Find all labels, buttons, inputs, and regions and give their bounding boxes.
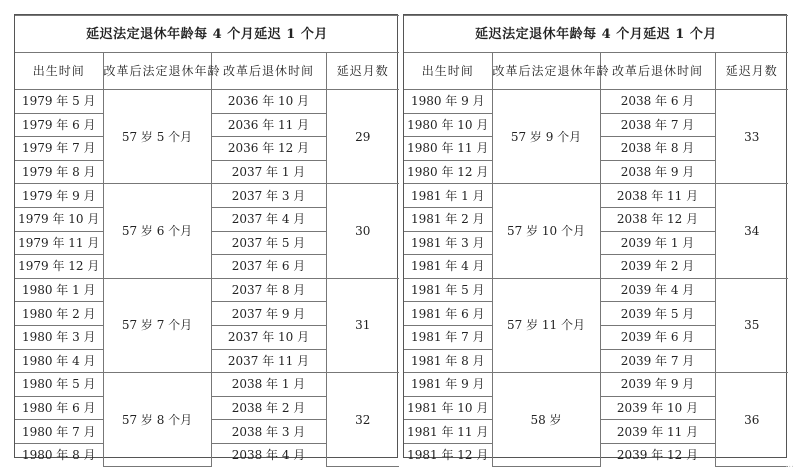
birth-date-cell: 1981 年 6 月	[404, 302, 492, 326]
retirement-time-cell: 2037 年 5 月	[211, 231, 326, 255]
table-row	[404, 278, 788, 302]
birth-date-cell: 1981 年 7 月	[404, 325, 492, 349]
birth-date-cell: 1979 年 9 月	[15, 184, 103, 208]
retirement-time-cell: 2039 年 10 月	[600, 396, 715, 420]
birth-date-cell: 1979 年 10 月	[15, 207, 103, 231]
retirement-time-cell: 2038 年 4 月	[211, 443, 326, 466]
retirement-age-cell: 57 岁 11 个月	[492, 278, 600, 372]
delay-months-cell: 32	[326, 373, 399, 467]
header-delay-months: 延迟月数	[326, 53, 399, 90]
birth-date-cell: 1981 年 11 月	[404, 420, 492, 444]
retirement-age-cell: 57 岁 5 个月	[103, 90, 211, 184]
birth-date-cell: 1979 年 8 月	[15, 160, 103, 184]
retirement-time-cell: 2039 年 12 月	[600, 443, 715, 466]
birth-date-cell: 1979 年 7 月	[15, 137, 103, 161]
birth-date-cell: 1981 年 10 月	[404, 396, 492, 420]
delay-months-cell: 33	[715, 90, 788, 184]
retirement-time-cell: 2038 年 1 月	[211, 373, 326, 397]
table-row	[404, 373, 788, 397]
birth-date-cell: 1979 年 6 月	[15, 113, 103, 137]
delay-months-cell: 29	[326, 90, 399, 184]
tables-container	[14, 14, 787, 463]
retirement-time-cell: 2036 年 11 月	[211, 113, 326, 137]
retirement-time-cell: 2037 年 1 月	[211, 160, 326, 184]
birth-date-cell: 1981 年 4 月	[404, 255, 492, 279]
header-new-retirement-age: 改革后法定退休年龄	[492, 53, 600, 90]
header-new-retirement-time: 改革后退休时间	[600, 53, 715, 90]
birth-date-cell: 1980 年 3 月	[15, 325, 103, 349]
retirement-time-cell: 2038 年 7 月	[600, 113, 715, 137]
birth-date-cell: 1980 年 1 月	[15, 278, 103, 302]
retirement-time-cell: 2038 年 8 月	[600, 137, 715, 161]
retirement-time-cell: 2038 年 11 月	[600, 184, 715, 208]
header-birth-date: 出生时间	[15, 53, 103, 90]
retirement-time-cell: 2039 年 9 月	[600, 373, 715, 397]
retirement-time-cell: 2037 年 10 月	[211, 325, 326, 349]
birth-date-cell: 1979 年 5 月	[15, 90, 103, 114]
birth-date-cell: 1979 年 12 月	[15, 255, 103, 279]
table-row	[404, 184, 788, 208]
table-title: 延迟法定退休年龄每 4 个月延迟 1 个月	[404, 16, 788, 53]
birth-date-cell: 1980 年 6 月	[15, 396, 103, 420]
retirement-age-cell: 57 岁 8 个月	[103, 373, 211, 467]
retirement-time-cell: 2037 年 4 月	[211, 207, 326, 231]
retirement-time-cell: 2039 年 4 月	[600, 278, 715, 302]
retirement-time-cell: 2039 年 5 月	[600, 302, 715, 326]
retirement-table-left	[15, 15, 399, 467]
birth-date-cell: 1980 年 11 月	[404, 137, 492, 161]
retirement-time-cell: 2039 年 6 月	[600, 325, 715, 349]
retirement-time-cell: 2039 年 11 月	[600, 420, 715, 444]
table-row	[15, 373, 399, 397]
delay-months-cell: 34	[715, 184, 788, 278]
table-row	[404, 90, 788, 114]
birth-date-cell: 1981 年 1 月	[404, 184, 492, 208]
header-birth-date: 出生时间	[404, 53, 492, 90]
retirement-age-cell: 58 岁	[492, 373, 600, 467]
birth-date-cell: 1981 年 8 月	[404, 349, 492, 373]
delay-months-cell: 35	[715, 278, 788, 372]
retirement-time-cell: 2036 年 10 月	[211, 90, 326, 114]
birth-date-cell: 1981 年 9 月	[404, 373, 492, 397]
table-title: 延迟法定退休年龄每 4 个月延迟 1 个月	[15, 16, 399, 53]
birth-date-cell: 1980 年 8 月	[15, 443, 103, 466]
retirement-age-cell: 57 岁 6 个月	[103, 184, 211, 278]
retirement-time-cell: 2039 年 2 月	[600, 255, 715, 279]
retirement-age-cell: 57 岁 7 个月	[103, 278, 211, 372]
header-new-retirement-age: 改革后法定退休年龄	[103, 53, 211, 90]
retirement-time-cell: 2038 年 12 月	[600, 207, 715, 231]
table-left-frame	[14, 14, 398, 463]
delay-months-cell: 31	[326, 278, 399, 372]
delay-months-cell: 36	[715, 373, 788, 467]
birth-date-cell: 1980 年 5 月	[15, 373, 103, 397]
retirement-time-cell: 2038 年 6 月	[600, 90, 715, 114]
table-right-frame	[403, 14, 787, 463]
birth-date-cell: 1980 年 9 月	[404, 90, 492, 114]
header-delay-months: 延迟月数	[715, 53, 788, 90]
retirement-time-cell: 2037 年 11 月	[211, 349, 326, 373]
retirement-time-cell: 2037 年 8 月	[211, 278, 326, 302]
birth-date-cell: 1979 年 11 月	[15, 231, 103, 255]
delay-months-cell: 30	[326, 184, 399, 278]
birth-date-cell: 1981 年 2 月	[404, 207, 492, 231]
retirement-time-cell: 2038 年 2 月	[211, 396, 326, 420]
birth-date-cell: 1981 年 3 月	[404, 231, 492, 255]
retirement-time-cell: 2036 年 12 月	[211, 137, 326, 161]
retirement-time-cell: 2037 年 9 月	[211, 302, 326, 326]
table-row	[15, 278, 399, 302]
retirement-time-cell: 2039 年 1 月	[600, 231, 715, 255]
birth-date-cell: 1980 年 2 月	[15, 302, 103, 326]
retirement-time-cell: 2038 年 9 月	[600, 160, 715, 184]
birth-date-cell: 1980 年 12 月	[404, 160, 492, 184]
retirement-time-cell: 2037 年 3 月	[211, 184, 326, 208]
header-new-retirement-time: 改革后退休时间	[211, 53, 326, 90]
retirement-age-cell: 57 岁 10 个月	[492, 184, 600, 278]
retirement-age-cell: 57 岁 9 个月	[492, 90, 600, 184]
birth-date-cell: 1981 年 5 月	[404, 278, 492, 302]
birth-date-cell: 1980 年 4 月	[15, 349, 103, 373]
birth-date-cell: 1980 年 7 月	[15, 420, 103, 444]
retirement-time-cell: 2037 年 6 月	[211, 255, 326, 279]
birth-date-cell: 1980 年 10 月	[404, 113, 492, 137]
retirement-time-cell: 2039 年 7 月	[600, 349, 715, 373]
retirement-time-cell: 2038 年 3 月	[211, 420, 326, 444]
table-row	[15, 90, 399, 114]
birth-date-cell: 1981 年 12 月	[404, 443, 492, 466]
table-row	[15, 184, 399, 208]
retirement-table-right	[404, 15, 788, 467]
watermark: ...	[785, 460, 794, 470]
